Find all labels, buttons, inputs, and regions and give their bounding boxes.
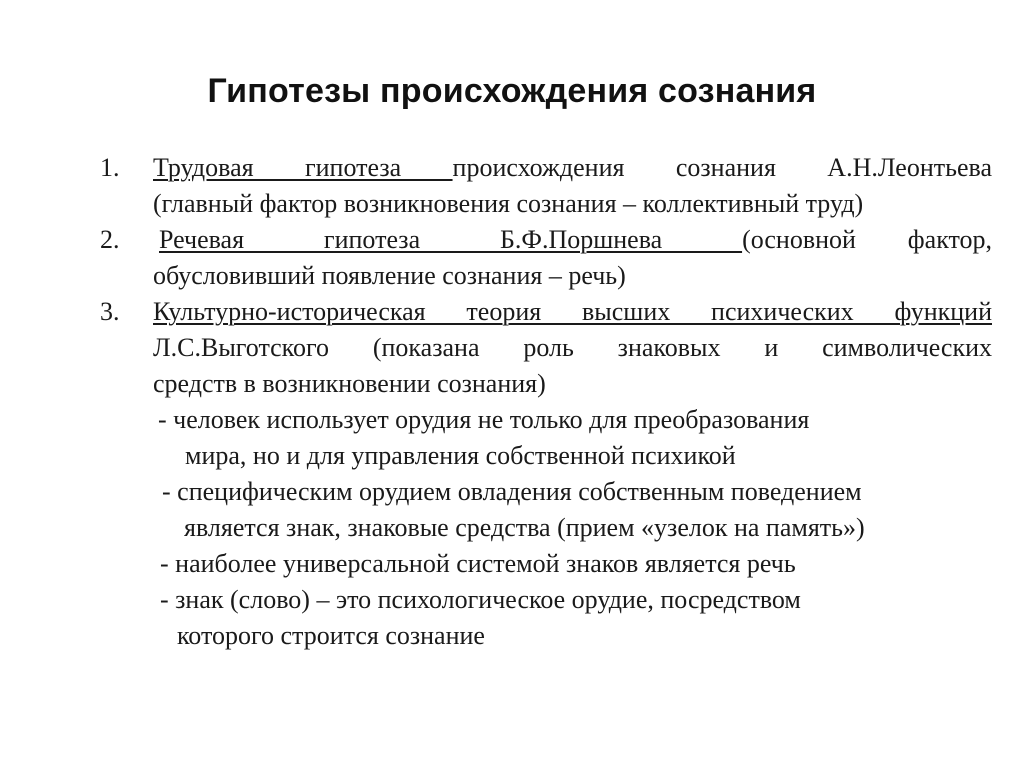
bullet-line: мира, но и для управления собственной психикой bbox=[185, 441, 736, 470]
bullet-line: - знак (слово) – это психологическое орудие, посредством bbox=[160, 585, 801, 614]
underlined-term: Культурно-историческая теория высших психических функций bbox=[153, 297, 992, 326]
slide-title: Гипотезы происхождения сознания bbox=[207, 72, 817, 110]
item-text: происхождения сознания А.Н.Леонтьева bbox=[452, 153, 992, 182]
item-text: (основной фактор, bbox=[742, 225, 992, 254]
item-line bbox=[153, 294, 992, 330]
list-item bbox=[100, 222, 992, 294]
item-number: 3. bbox=[100, 297, 120, 326]
list-item bbox=[100, 294, 992, 402]
bullet-item bbox=[158, 402, 992, 474]
underlined-term: Речевая гипотеза Б.Ф.Поршнева bbox=[159, 225, 743, 254]
item-number: 2. bbox=[100, 225, 120, 254]
item-line: Л.С.Выготского (показана роль знаковых и символических bbox=[153, 333, 992, 362]
list-item bbox=[100, 150, 992, 222]
bullet-item bbox=[160, 582, 992, 654]
bullet-line: является знак, знаковые средства (прием «узелок на память») bbox=[184, 513, 865, 542]
bullet-line: - специфическим орудием овладения собственным поведением bbox=[162, 477, 862, 506]
bullet-item bbox=[160, 546, 992, 582]
bullet-line: - человек использует орудия не только для преобразования bbox=[158, 405, 810, 434]
underlined-term: Трудовая гипотеза bbox=[153, 153, 453, 182]
sub-bullets bbox=[100, 402, 992, 654]
hypotheses-list bbox=[100, 150, 992, 654]
item-line: средств в возникновении сознания) bbox=[153, 369, 546, 398]
item-line: (главный фактор возникновения сознания – коллективный труд) bbox=[153, 189, 864, 218]
item-line: обусловивший появление сознания – речь) bbox=[153, 261, 626, 290]
item-number: 1. bbox=[100, 153, 120, 182]
bullet-line: - наиболее универсальной системой знаков является речь bbox=[160, 549, 796, 578]
item-line bbox=[153, 150, 992, 186]
bullet-item bbox=[162, 474, 992, 546]
bullet-line: которого строится сознание bbox=[177, 621, 485, 650]
item-line bbox=[153, 222, 992, 258]
